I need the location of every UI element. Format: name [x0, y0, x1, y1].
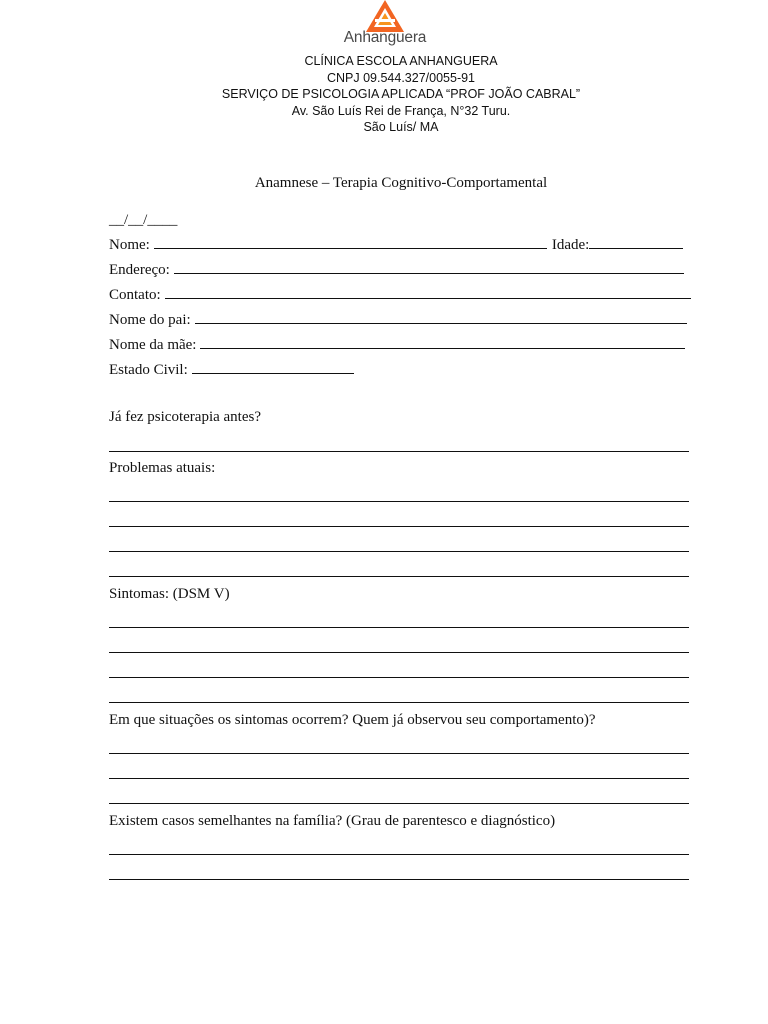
contact-field[interactable] [165, 284, 691, 299]
answer-line[interactable] [109, 702, 689, 703]
marital-status-label: Estado Civil: [109, 362, 188, 378]
answer-line[interactable] [109, 576, 689, 577]
mother-name-row [109, 334, 685, 354]
question-family-cases: Existem casos semelhantes na família? (Grau de parentesco e diagnóstico) [109, 813, 556, 829]
header-line-service: SERVIÇO DE PSICOLOGIA APLICADA “PROF JOÃO CABRAL” [221, 87, 581, 101]
anhanguera-logo [342, 0, 428, 52]
question-prior-therapy: Já fez psicoterapia antes? [109, 409, 261, 425]
answer-line[interactable] [109, 803, 689, 804]
answer-line[interactable] [109, 526, 689, 527]
marital-status-field[interactable] [192, 359, 354, 374]
address-row [109, 259, 684, 279]
age-label: Idade: [551, 237, 590, 253]
father-name-field[interactable] [195, 309, 687, 324]
document-title: Anamnese – Terapia Cognitivo-Comportamental [254, 175, 548, 191]
answer-line[interactable] [109, 879, 689, 880]
logo-wordmark: Anhanguera [343, 29, 427, 46]
answer-line[interactable] [109, 451, 689, 452]
question-symptoms: Sintomas: (DSM V) [109, 586, 230, 602]
mother-name-label: Nome da mãe: [109, 337, 197, 353]
answer-line[interactable] [109, 652, 689, 653]
mother-name-field[interactable] [200, 334, 685, 349]
header-line-address: Av. São Luís Rei de França, N°32 Turu. [291, 103, 511, 118]
name-row [109, 234, 683, 254]
logo-triangle-icon [366, 0, 404, 32]
address-label: Endereço: [109, 262, 170, 278]
answer-line[interactable] [109, 854, 689, 855]
answer-line[interactable] [109, 627, 689, 628]
contact-row [109, 284, 691, 304]
name-field[interactable] [154, 234, 547, 249]
clinic-header [0, 53, 768, 136]
header-line-city: São Luís/ MA [363, 120, 439, 134]
father-name-row [109, 309, 687, 329]
date-field[interactable]: __/__/____ [109, 212, 178, 228]
father-name-label: Nome do pai: [109, 312, 191, 328]
answer-line[interactable] [109, 501, 689, 502]
name-label: Nome: [109, 237, 150, 253]
answer-line[interactable] [109, 778, 689, 779]
age-field[interactable] [589, 234, 683, 249]
answer-line[interactable] [109, 551, 689, 552]
answer-line[interactable] [109, 753, 689, 754]
marital-status-row [109, 359, 354, 379]
question-situations: Em que situações os sintomas ocorrem? Quem já observou seu comportamento)? [109, 712, 596, 728]
header-line-clinic: CLÍNICA ESCOLA ANHANGUERA [304, 54, 498, 68]
answer-line[interactable] [109, 677, 689, 678]
question-current-problems: Problemas atuais: [109, 460, 216, 476]
address-field[interactable] [174, 259, 684, 274]
contact-label: Contato: [109, 287, 161, 303]
header-line-cnpj: CNPJ 09.544.327/0055-91 [326, 70, 476, 85]
